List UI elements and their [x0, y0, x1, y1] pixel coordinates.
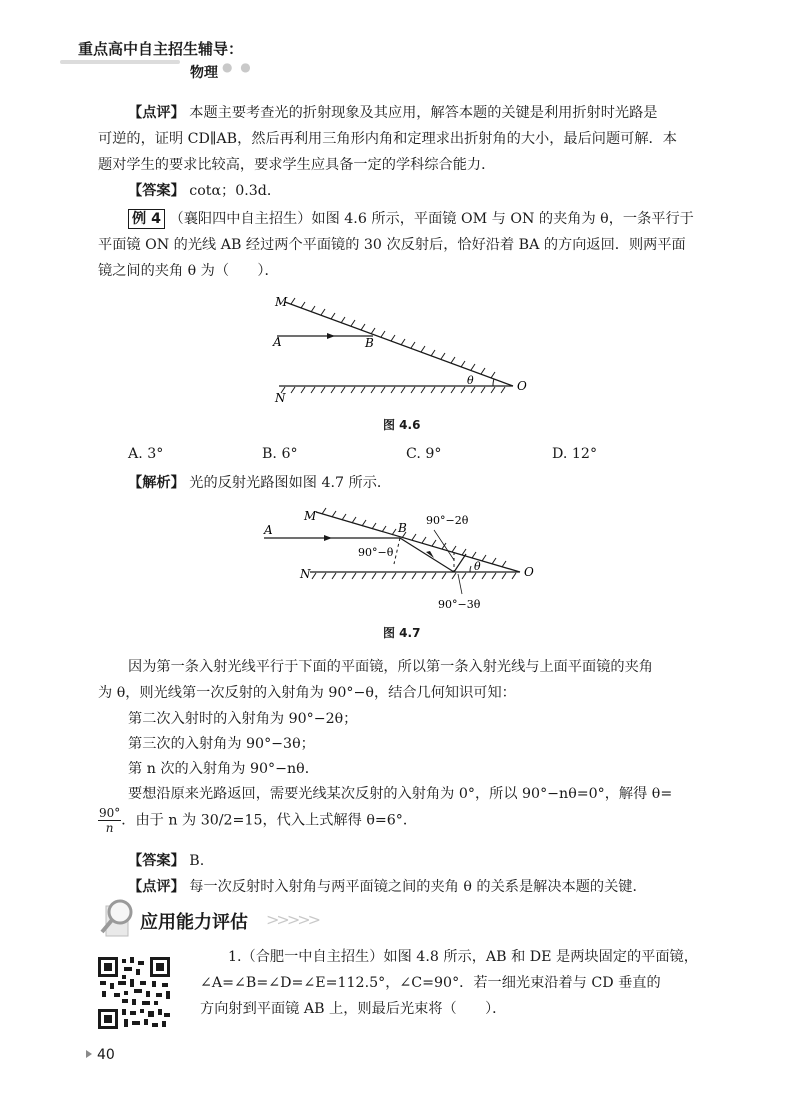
comment-tag: 【点评】: [128, 105, 185, 121]
mirror-om: [316, 512, 520, 572]
comment2: [128, 874, 647, 900]
label-theta: θ: [474, 560, 481, 573]
fraction-denominator: n: [105, 821, 114, 835]
figure-4-7-caption: 图 4.7: [383, 626, 421, 640]
header-decoration-bar: [60, 60, 180, 64]
mirror-om: [285, 302, 513, 386]
answer1-text: cotα；0.3d．: [189, 183, 282, 199]
header-subject: 物理: [190, 65, 218, 81]
label-b: B: [365, 336, 374, 350]
magnifier-icon: [98, 896, 142, 940]
option-a: A. 3°: [128, 446, 164, 462]
label-angle-1: 90°−θ: [358, 546, 394, 559]
normal-1: [394, 538, 400, 564]
incident-arrow: [324, 535, 332, 541]
solution-line3: 第二次入射时的入射角为 90°−2θ；: [128, 711, 358, 727]
header-title: 重点高中自主招生辅导：: [78, 40, 244, 58]
page-number: 40: [97, 1047, 115, 1063]
section-title: 应用能力评估: [140, 912, 248, 933]
label-a: A: [273, 335, 282, 349]
solution-line6: 要想沿原来光路返回，需要光线某次反射的入射角为 0°，所以 90°−nθ=0°，解得 θ=: [128, 786, 673, 802]
ray-arrow: [327, 333, 335, 339]
leader-line-3: [458, 574, 462, 594]
section-arrows-decoration: >>>>>: [266, 910, 319, 929]
option-d: D. 12°: [552, 446, 598, 462]
qr-code: [96, 955, 172, 1031]
figure-4-6-caption: 图 4.6: [383, 418, 421, 432]
label-o: O: [517, 379, 527, 393]
comment2-text: 每一次反射时入射角与两平面镜之间的夹角 θ 的关系是解决本题的关键．: [189, 879, 647, 895]
fraction-numerator: 90°: [99, 806, 121, 820]
figure-4-7: [258, 502, 548, 616]
label-o: O: [524, 565, 534, 579]
label-angle-3: 90°−3θ: [438, 598, 481, 611]
example4-line1: [128, 206, 694, 232]
analysis: [128, 470, 391, 496]
comment1-line2: 可逆的，证明 CD∥AB，然后再利用三角形内角和定理求出折射角的大小，最后问题可解．本: [98, 131, 677, 147]
fraction: [98, 806, 121, 835]
header-decoration-dots: ● ●: [222, 60, 253, 74]
option-b: B. 6°: [262, 446, 298, 462]
label-angle-2: 90°−2θ: [426, 514, 469, 527]
example4-line3: 镜之间的夹角 θ 为（ ）．: [98, 263, 279, 279]
reflected-ray-2: [454, 554, 466, 572]
label-b: B: [398, 521, 407, 535]
question1-line1: 1.（合肥一中自主招生）如图 4.8 所示，AB 和 DE 是两块固定的平面镜，: [228, 949, 698, 965]
solution-line4: 第三次的入射角为 90°−3θ；: [128, 736, 315, 752]
analysis-tag: 【解析】: [128, 475, 185, 491]
label-n: N: [300, 567, 311, 581]
label-m: M: [275, 295, 288, 309]
example4-line2: 平面镜 ON 的光线 AB 经过两个平面镜的 30 次反射后，恰好沿着 BA 的方向返回．则两平面: [98, 237, 686, 253]
answer2-text: B.: [189, 853, 205, 869]
comment-tag: 【点评】: [128, 879, 185, 895]
solution-line1: 因为第一条入射光线平行于下面的平面镜，所以第一条入射光线与上面平面镜的夹角: [128, 659, 653, 675]
label-a: A: [264, 523, 273, 537]
answer-tag: 【答案】: [128, 183, 185, 199]
mirror-on-hatching: [312, 573, 516, 579]
solution-line7-text: ．由于 n 为 30/2=15，代入上式解得 θ=6°．: [121, 812, 418, 829]
comment1-line3: 题对学生的要求比较高，要求学生应具备一定的学科综合能力．: [98, 157, 496, 173]
label-n: N: [275, 391, 286, 405]
answer-tag: 【答案】: [128, 853, 185, 869]
solution-line5: 第 n 次的入射角为 90°−nθ．: [128, 761, 319, 777]
page-marker-icon: [86, 1050, 92, 1058]
answer2: [128, 848, 204, 874]
comment1-text: 本题主要考查光的折射现象及其应用，解答本题的关键是利用折射时光路是: [189, 105, 658, 121]
example4-text: （襄阳四中自主招生）如图 4.6 所示，平面镜 OM 与 ON 的夹角为 θ，一条平行于: [169, 211, 694, 227]
theta-arc: [470, 566, 471, 572]
analysis-text: 光的反射光路图如图 4.7 所示．: [189, 475, 392, 491]
question1-line3: 方向射到平面镜 AB 上，则最后光束将（ ）．: [200, 1001, 507, 1017]
theta-arc: [493, 379, 494, 386]
question1-line2: ∠A=∠B=∠D=∠E=112.5°，∠C=90°．若一细光束沿着与 CD 垂直的: [200, 975, 661, 991]
label-m: M: [304, 509, 317, 523]
solution-line7: [98, 806, 417, 835]
mirror-om-hatching: [291, 298, 495, 378]
label-theta: θ: [467, 374, 474, 387]
leader-line-2: [434, 530, 454, 560]
option-c: C. 9°: [406, 446, 442, 462]
figure-4-6: [265, 290, 535, 410]
solution-line2: 为 θ，则光线第一次反射的入射角为 90°−θ，结合几何知识可知：: [98, 685, 516, 701]
comment1-line1: [128, 100, 657, 126]
mirror-on-hatching: [281, 387, 505, 393]
answer1: [128, 178, 281, 204]
example-label-box: 例 4: [128, 209, 165, 229]
